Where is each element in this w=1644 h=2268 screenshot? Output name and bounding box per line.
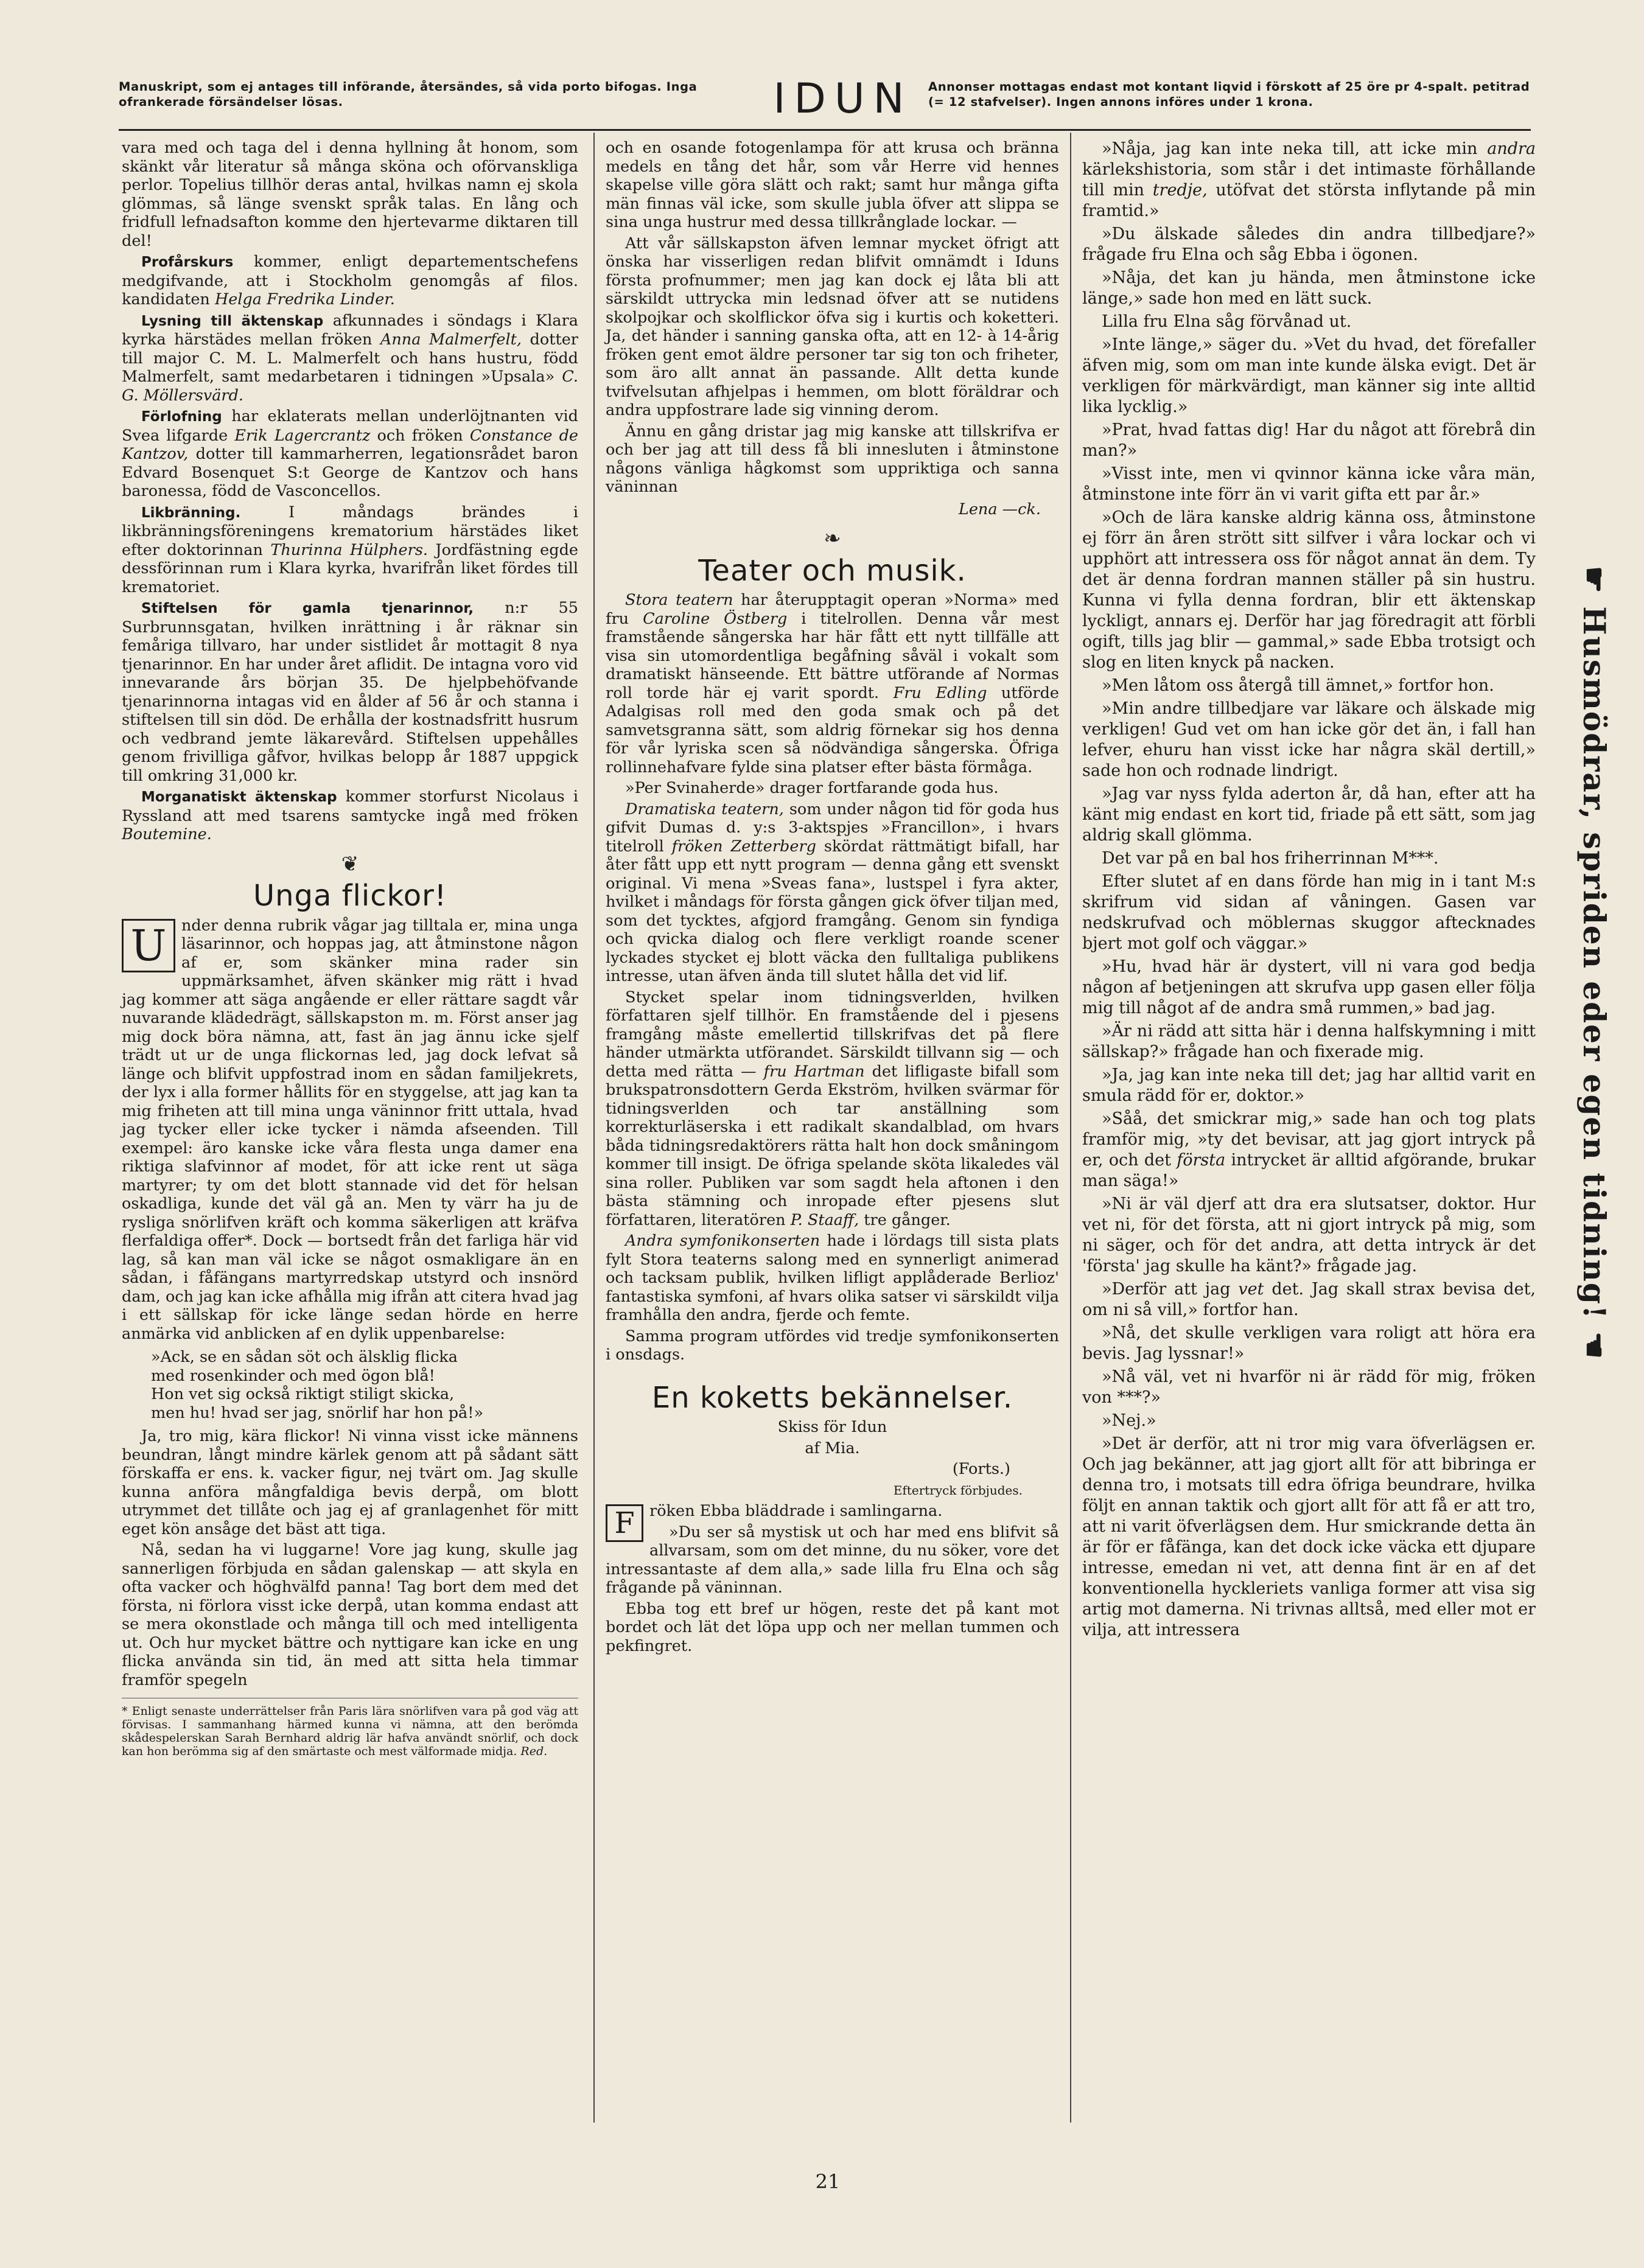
news-item [122, 503, 578, 597]
news-text: n:r 55 Surbrunnsgatan, hvilken inrättning i år räknar sin femårigа tillvaro, har under sistlidet år mottagit 8 nya tjenarinnor. En har under året aflidit. De intagna voro vid innevarande års början 35. De hjelpbehöfvande tjenarinnorna intagas vid en ålder af 56 år och stanna i stiftelsen till sin död. De erhålla der kostnadsfritt husrum och vedbrand jemte läkarevård. Stiftelsen uppehålles genom frivilliga gåfvor, hvilkas belopp år 1887 uppgick till omkring 31,000 kr. [122, 599, 578, 785]
news-lead: Stiftelsen för gamla tjenarinnor, [141, 601, 474, 616]
person-name: fru Hartman [763, 1062, 865, 1081]
story-paragraph: »Jag var nyss fylda aderton år, då han, efter att ha känt mig endast en kort tid, friade på ett sätt, som jag aldrig skall glömma. [1082, 784, 1536, 845]
review-text: hade i lördags till sista plats fylt Stora teaterns salong med en synnerligt animerad och tacksam publik, hvilken lifligt applåderade Berlioz' fantastiska symfoni, af hvars olika satser vi särskildt vilja framhålla den andra, fjerde och femte. [606, 1232, 1059, 1324]
review-paragraph [606, 988, 1059, 1230]
news-text: har eklaterats mellan underlöjtnanten vid Svea lifgarde [122, 407, 578, 445]
review-paragraph [606, 591, 1059, 776]
news-item [122, 787, 578, 844]
story-paragraph [606, 1502, 1059, 1540]
story-paragraph: »Inte länge,» säger du. »Vet du hvad, det förefaller äfven mig, som om man inte kunde älska evigt. Det är verkligen för märkvärdigt, man känner sig inte alltid lika lycklig.» [1082, 335, 1536, 416]
manuscript-notice: Manuskript, som ej antages till införande, återsändes, så vida porto bifogas. Inga ofrankerade försändelser lösas. [119, 80, 698, 109]
review-text: det lifligaste bifall som brukspatronsdottern Gerda Ekström, hvilken svärmar för tidningsverlden och tar anställning som korrekturläserska i ett radikalt skandalblad, om hvars båda tidningsredaktörers rätta halt hon dock småningom kommer till insigt. De öfriga spelande sköta likaledes väl sina roller. Publiken var som sagdt hela aftonen i den bästa stämning och inropade efter pjesens slut författaren, literatören [606, 1062, 1059, 1229]
person-name: Thurinna Hülphers. [270, 540, 428, 559]
side-banner-text: ☛ Husmödrar, spriden eder egen tidning! ☚ [1576, 566, 1612, 1360]
side-banner [1576, 566, 1632, 1649]
subtitle: Skiss för Idun [777, 1418, 887, 1436]
review-text: skördat rättmätigt bifall, har åter fått upp ett nytt program — denna gång ett svenskt original. Vi mena »Sveas fana», lustspel i fyra akter, hvilket i måndags för första gången gick öfver tiljan med, som det tycktes, afgjord framgång. Genom sin fyndiga och qvicka dialog och flere verkligt roande scener lyckades stycket ej blott väcka den fulltaliga publikens intresse, utan äfven ända till slutet hålla det vid lif. [606, 837, 1059, 985]
news-item [122, 599, 578, 785]
footnote-signature: Red. [520, 1745, 548, 1758]
article-paragraph [122, 916, 578, 1344]
news-text: kommer storfurst Nicolaus i Ryssland att med tsarens samtycke ingå med fröken [122, 787, 578, 825]
news-lead: Profårskurs [141, 254, 234, 270]
story-text: utöfvat det största inflytande på min framtid.» [1082, 181, 1536, 220]
drop-cap: F [606, 1504, 643, 1542]
footnote-text: * Enligt senaste underrättelser från Paris lära snörlifven vara på god väg att förvisas. I sammanhang härmed kunna vi nämna, att den berömda skådespelerskan Sarah Bernhard aldrig lär hafva användt snörlif, och dock kan hon berömma sig af den smärtaste och mest välformade midja. [122, 1704, 578, 1758]
event-name: Andra symfonikonserten [625, 1232, 820, 1250]
story-paragraph: Det var på en bal hos friherrinnan M***. [1102, 849, 1439, 868]
story-paragraph: »Är ni rädd att sitta här i denna halfskymning i mitt sällskap?» frågade han och fixerade mig. [1082, 1022, 1536, 1061]
article-paragraph: Att vår sällskapston äfven lemnar mycket öfrigt att önska har visserligen redan blifvit omnämdt i Iduns första profnummer; men jag kan dock ej låta bli att särskildt uttrycka min ledsnad öfver att se nutidens skolpojkar och skolflickor öfva sig i kurtis och koketteri. Ja, det händer i sanning ganska ofta, att en 12- à 14-årig fröken gent emot äldre personer tar sig ton och friheter, som äro allt annat än passande. Allt detta kunde tvifvelsutan afhjelpas i hemmen, om blott föräldrar och andra uppfostrare lade sig vinning derom. [606, 234, 1059, 419]
page-header [119, 72, 1530, 127]
news-lead: Förlofning [141, 409, 222, 425]
author-signature: Lena —ck. [958, 500, 1041, 518]
story-paragraph: »Nå, det skulle verkligen vara roligt att höra era bevis. Jag lyssnar!» [1082, 1324, 1536, 1363]
poem-line: men hu! hvad ser jag, snörlif har hon på!» [151, 1403, 484, 1422]
story-paragraph: »Prat, hvad fattas dig! Har du något att förebrå din man?» [1082, 420, 1536, 460]
story-paragraph: »Visst inte, men vi qvinnor känna icke våra män, åtminstone inte förr än vi varit gifta ett par år.» [1082, 464, 1536, 504]
emphasis: tredje, [1152, 181, 1208, 200]
story-text: röken Ebba bläddrade i samlingarna. [649, 1502, 943, 1520]
person-name: Anna Malmerfelt, [380, 330, 522, 349]
byline: af Mia. [805, 1439, 860, 1457]
story-paragraph: »Nåja, det kan ju hända, men åtminstone icke länge,» sade hon med en lätt suck. [1082, 268, 1536, 308]
news-text: dotter till kammarherren, legationsrådet baron Edvard Bosenquet S:t George de Kantzov och hans baronessa, född de Vasconcellos. [122, 445, 578, 500]
venue-name: Dramatiska teatern, [625, 800, 784, 818]
news-lead: Morganatiskt äktenskap [141, 789, 337, 805]
story-paragraph: »Nej.» [1102, 1411, 1156, 1430]
review-paragraph: »Per Svinaherde» drager fortfarande goda hus. [625, 779, 999, 797]
column-rule [1070, 133, 1071, 2123]
person-name: Erik Lagercrantz [234, 426, 371, 445]
person-name: Fru Edling [893, 683, 987, 702]
review-paragraph [606, 800, 1059, 986]
section-title-unga-flickor: Unga flickor! [253, 879, 447, 913]
poem-line: »Ack, se en sådan söt och älsklig flicka [151, 1348, 458, 1366]
poem-line: med rosenkinder och med ögon blå! [151, 1366, 435, 1385]
person-name: Caroline Östberg [643, 609, 788, 628]
story-text: »Såå, det smickrar mig,» sade han och tog plats framför mig, »ty det bevisar, att jag gjort intryck på er, och det [1082, 1109, 1536, 1170]
section-title-kokett: En koketts bekännelser. [651, 1380, 1013, 1415]
emphasis: vet [1238, 1280, 1264, 1299]
story-paragraph: »Ni är väl djerf att dra era slutsatser, doktor. Hur vet ni, för det första, att ni gjort intryck på mig, som ni säger, och för det andra, att detta intryck är det 'första' jag skulle ha känt?» frågade jag. [1082, 1195, 1536, 1275]
review-paragraph [606, 1232, 1059, 1325]
article-paragraph: Ja, tro mig, kära flickor! Ni vinna visst icke männens beundran, långt mindre kärlek genom att på sådant sätt förskaffa er ens. k. vacker figur, nej tvärt om. Jag skulle kunna anföra mångfaldiga bevis derpå, om blott utrymmet det tillåte och jag ej af granlagenhet för mitt eget kön ansåge det bäst att tiga. [122, 1427, 578, 1538]
person-name: Helga Fredrika Linder. [214, 290, 395, 309]
story-paragraph: Ebba tog ett bref ur högen, reste det på kant mot bordet och lät det löpa upp och ner mellan tummen och pekfingret. [606, 1599, 1059, 1655]
story-text: det. Jag skall strax bevisa det, om ni så vill,» fortfor han. [1082, 1280, 1536, 1319]
article-paragraph: Nå, sedan ha vi luggarne! Vore jag kung, skulle jag sannerligen förbjuda en sådan galenskap — att skyla en ofta vacker och höghvälfd panna! Tag bort dem med det första, ni förlora visst icke derpå, utan komma endast att se mera okonstlade och många till och med intelligenta ut. Och hur mycket bättre och nyttigare kan icke en ung flicka använda sin tid, än med att sitta hela timmar framför spegeln [122, 1541, 578, 1689]
story-paragraph: Efter slutet af en dans förde han mig in i tant M:s skrifrum vid sidan af våningen. Gasen var nedskrufvad och möblernas skuggor aftecknades bjert mot golf och väggar.» [1082, 872, 1536, 953]
column-rule [593, 133, 595, 2123]
review-text: som under någon tid för goda hus gifvit Dumas d. y:s 3-aktspjes »Francillon», i hvars titelroll [606, 800, 1059, 856]
person-name: Constance de Kantzov, [122, 426, 578, 463]
review-text: Stycket spelar inom tidningsverlden, hvilken författaren sjelf tillhör. En framstående del i pjesens framgång måste emellertid tillskrifvas det på flere händer utmärkta utförandet. Särskildt tillvann sig — och detta med rätta — [606, 988, 1059, 1081]
person-name: C. G. Möllersvärd. [122, 368, 578, 405]
copyright-note: Eftertryck förbjudes. [893, 1482, 1023, 1498]
news-item [122, 253, 578, 309]
story-text: »Derför att jag [1102, 1280, 1239, 1299]
story-paragraph [1082, 139, 1536, 222]
header-rule [119, 129, 1531, 131]
paragraph: vara med och taga del i denna hyllning åt honom, som skänkt vår literatur så många sköna och oförvanskliga perlor. Topelius tillhör deras antal, hvilkas namn ej skola glömmas, så länge svenskt språk talas. En lång och fridfull lefnadsafton komme den hjertevarme diktaren till del! [122, 139, 578, 250]
person-name: Boutemine. [122, 825, 212, 843]
story-text: »Nåja, jag kan inte neka till, att icke min [1102, 139, 1488, 158]
footnote [122, 1698, 578, 1758]
person-name: fröken Zetterberg [671, 837, 816, 856]
poem-line: Hon vet sig också riktigt stiligt skicka, [151, 1385, 455, 1403]
story-text: kärlekshistoria, som står i det intimaste förhållande till min [1082, 160, 1536, 200]
news-text: afkunnades i söndags i Klara kyrka härstädes mellan fröken [122, 311, 578, 349]
ornament-icon: ❦ [341, 851, 359, 876]
venue-name: Stora teatern [625, 591, 733, 609]
story-paragraph: »Och de lära kanske aldrig känna oss, åtminstone ej förr än åren strött sitt silfver i våra lockar och vi upphört att intressera oss för något annat än dem. Ty det är denna fordran mannen ställer på sin hustru. Kunna vi fylla denna fordran, blir ett äktenskap lyckligt, annars ej. Derför har jag föredragit att förbli ogift, tills jag blir — gammal,» sade Ebba trotsigt och slog en liten knyck på nacken. [1082, 508, 1536, 672]
story-text: intrycket är alltid afgörande, brukar man säga!» [1082, 1151, 1536, 1190]
story-paragraph: »Du älskade således din andra tillbedjare?» frågade fru Elna och såg Ebba i ögonen. [1082, 225, 1536, 264]
masthead: IDUN [773, 75, 913, 123]
continued-note: (Forts.) [952, 1460, 1010, 1478]
poem-quote [151, 1348, 578, 1422]
story-paragraph: Lilla fru Elna såg förvånad ut. [1102, 312, 1352, 331]
news-text: och fröken [370, 426, 470, 445]
emphasis: andra [1487, 139, 1536, 158]
person-name: P. Staaff, [790, 1210, 859, 1229]
column-3 [1082, 139, 1536, 1643]
drop-cap: U [122, 919, 175, 972]
section-title-teater: Teater och musik. [698, 553, 967, 588]
page-number: 21 [815, 2170, 841, 2193]
column-1 [122, 139, 578, 1758]
story-paragraph: »Min andre tillbedjare var läkare och älskade mig verkligen! Gud vet om han icke gör det än, i fall han lefver, ehuru han visst icke har några skäl dertill,» sade hon och rodnade lindrigt. [1082, 699, 1536, 780]
story-paragraph: »Nå väl, vet ni hvarför ni är rädd för mig, fröken von ***?» [1082, 1367, 1536, 1407]
news-text: kommer, enligt departementschefens medgifvande, att i Stockholm genomgås af filos. kandidaten [122, 253, 578, 309]
column-2 [606, 139, 1059, 1658]
story-paragraph: »Det är derför, att ni tror mig vara öfverlägsen er. Och jag bekänner, att jag gjort allt för att bibringa er denna tro, i motsats till edra öfriga beundrare, hvilka följt en annan taktik och gjort allt för att få er att tro, att ni varit öfverlägsen dem. Hur smickrande detta än är för er fåfänga, kan det dock icke väcka ett djupare intresse, emedan ni vet, att denna fint är en af det konventionella hyckleriets vanliga former att visa sig artig mot damerna. Ni trivnas alltså, med eller mot er vilja, att intressera [1082, 1434, 1536, 1639]
story-paragraph: »Hu, hvad här är dystert, vill ni vara god bedja någon af betjeningen att skrufva upp gasen eller följa mig till något af de andra små rummen,» bad jag. [1082, 957, 1536, 1017]
news-text: Jordfästning egde dessförinnan rum i Klara kyrka, hvarifrån liket fördes till krematoriet. [122, 540, 578, 596]
review-text: har återupptagit operan »Norma» med fru [606, 591, 1059, 628]
story-paragraph: »Ja, jag kan inte neka till det; jag har alltid varit en smula rädd för er, doktor.» [1082, 1066, 1536, 1105]
review-paragraph: Samma program utfördes vid tredje symfonikonserten i onsdags. [606, 1327, 1059, 1364]
article-text: nder denna rubrik vågar jag tilltala er, mina unga läsarinnor, och hoppas jag, att åtminstone någon af er, som skänker mina rader sin uppmärksamhet, äfven skänker mig rätt i hvad jag kommer att säga angående er eller rättare sagdt vår nuvarande klädedrägt, sällskapston m. m. Först anser jag mig dock böra nämna, att, fast än jag ännu icke sjelf trädt ut ur de unga flickornas led, jag dock lefvat så länge och blifvit uppfostrad inom en sådan familjekrets, der lyx i alla former hållits för en styggelse, att jag kan ta mig friheten att till mina unga väninnor fritt uttala, hvad jag tycker eller icke tycker i nämda afseenden. Till exempel: äro kanske icke våra flesta unga damer ena riktiga slafvinnor af modet, för att icke rent ut säga martyrer; ty om det blott stannade vid det för helsan oskadliga, kunde det väl gå an. Men ty värr ha ju de rysliga snörlifven kräft och komma säkerligen att kräfva flerfaldiga offer*. Dock — bortsedt från det farliga här vid lag, så kan man väl icke se något osmakligare än en sådan, i fåfängans martyrredskap utstyrd och insnörd dam, och jag kan icke afhålla mig ifrån att citera hvad jag i ett sällskap för icke länge sedan hörde en herre anmärka vid anblicken af en dylik uppenbarelse: [122, 916, 578, 1343]
ornament-icon: ❧ [824, 526, 841, 551]
news-lead: Likbränning. [141, 504, 241, 521]
story-paragraph [1082, 1109, 1536, 1192]
review-text: tre gånger. [859, 1210, 951, 1229]
article-paragraph: Ännu en gång dristar jag mig kanske att tillskrifva er och ber jag att till dess få bli innesluten i åtminstone någons vänliga hågkomst som uppriktiga och sanna väninnan [606, 422, 1059, 496]
story-paragraph: »Du ser så mystisk ut och har med ens blifvit så allvarsam, som om det minne, du nu söker, vore det intressantaste af dem alla,» sade lilla fru Elna och såg frågande på väninnan. [606, 1523, 1059, 1597]
review-text: i titelrollen. Denna vår mest framstående sångerska har här fått ett nytt tillfälle att visa sin utomordentliga begåfning såväl i vokalt som dramatiskt hänseende. Ett bättre utförande af Normas roll torde här ej varit spordt. [606, 609, 1059, 702]
emphasis: första [1177, 1151, 1226, 1170]
advertising-notice: Annonser mottagas endast mot kontant liqvid i förskott af 25 öre pr 4-spalt. petitrad (= 12 stafvelser). Ingen annons införes under 1 krona. [928, 80, 1530, 109]
news-item [122, 407, 578, 501]
news-text: I måndags brändes i likbränningsföreningens krematorium härstädes liket efter doktorinnan [122, 503, 578, 559]
article-paragraph: och en osande fotogenlampa för att krusa och bränna medels en tång det hår, som vår Herre vid hennes skapelse ville göra slätt och rakt; samt hur många gifta män finnas väl icke, som skulle jubla öfver att slippa se sina unga hustrur med dessa tillkrånglade lockar. — [606, 139, 1059, 231]
news-text: dotter till major C. M. L. Malmerfelt och hans hustru, född Malmerfelt, samt medarbetaren i tidningen »Upsala» [122, 330, 578, 386]
story-paragraph [1082, 1279, 1536, 1321]
news-lead: Lysning till äktenskap [141, 313, 324, 329]
news-item [122, 312, 578, 405]
story-paragraph: »Men låtom oss återgå till ämnet,» fortfor hon. [1102, 676, 1494, 695]
review-text: utförde Adalgisas roll med den goda smak och på det samvetsgranna sätt, som aldrig förnekar sig hos denna för vår lyriska scen så nödvändiga sångerska. Öfriga rollinnehafvare fylde sina platser efter bästa förmåga. [606, 683, 1059, 776]
